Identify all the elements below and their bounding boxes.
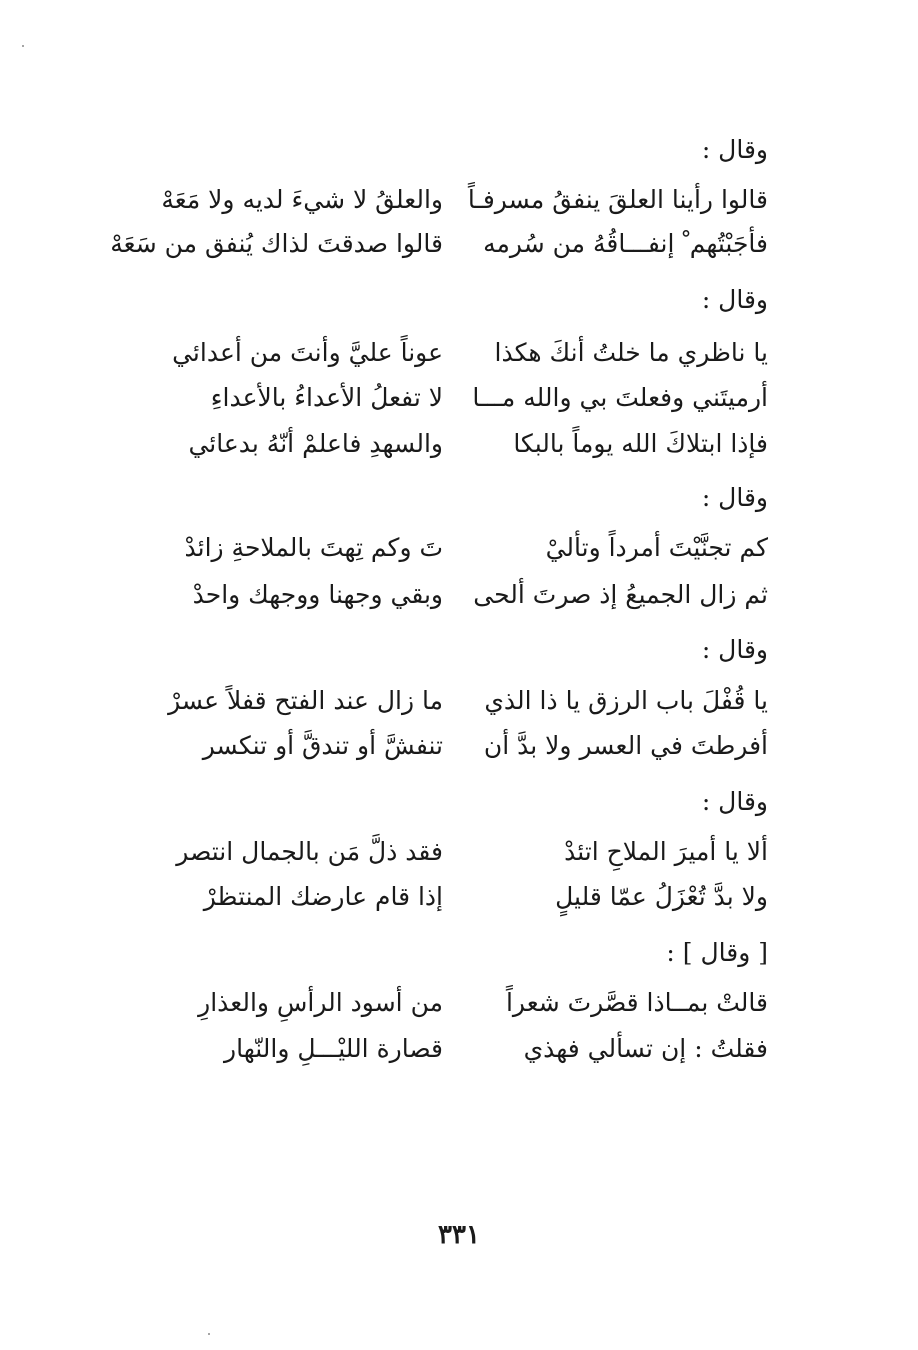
verse-second-hemistich: إذا قام عارضك المنتظرْ <box>203 882 443 911</box>
verse-first-hemistich: كم تجنَّيْتَ أمرداً وتأليْ <box>545 533 768 562</box>
verse-first-hemistich: ولا بدَّ تُعْزَلُ عمّا قليلٍ <box>555 882 768 911</box>
poem-intro: وقال : <box>701 135 768 164</box>
verse-second-hemistich: والعلقُ لا شيءَ لديه ولا مَعَهْ <box>161 185 443 214</box>
verse-second-hemistich: فقد ذلَّ مَن بالجمال انتصر <box>176 837 443 866</box>
verse-first-hemistich: ثم زال الجميعُ إذ صرتَ ألحى <box>473 580 768 609</box>
verse-first-hemistich: فأجَبْتُهم ْ إنفـــاقُهُ من سُرمه <box>483 229 768 258</box>
verse-first-hemistich: أرميتَني وفعلتَ بي والله مـــا <box>472 383 768 412</box>
verse-second-hemistich: تنفشَّ أو تندقَّ أو تنكسر <box>202 731 443 760</box>
verse-second-hemistich: تَ وكم تِهتَ بالملاحةِ زائدْ <box>184 533 443 562</box>
poem-intro: وقال : <box>701 285 768 314</box>
verse-first-hemistich: فإذا ابتلاكَ الله يوماً بالبكا <box>513 429 768 458</box>
verse-second-hemistich: عوناً عليَّ وأنتَ من أعدائي <box>172 338 443 367</box>
scan-speck <box>208 1333 210 1335</box>
verse-first-hemistich: فقلتُ : إن تسألي فهذي <box>523 1034 768 1063</box>
verse-second-hemistich: وبقي وجهنا ووجهك واحدْ <box>192 580 443 609</box>
poem-intro: وقال : <box>701 787 768 816</box>
verse-first-hemistich: يا ناظري ما خلتُ أنكَ هكذا <box>494 338 768 367</box>
verse-first-hemistich: أفرطتَ في العسر ولا بدَّ أن <box>483 731 768 760</box>
verse-first-hemistich: قالتْ بمــاذا قصَّرتَ شعراً <box>505 988 768 1017</box>
poem-intro: وقال : <box>701 635 768 664</box>
verse-second-hemistich: لا تفعلُ الأعداءُ بالأعداءِ <box>210 383 443 412</box>
poem-intro: وقال : <box>701 483 768 512</box>
verse-second-hemistich: والسهدِ فاعلمْ أنّهُ بدعائي <box>188 429 443 458</box>
verse-first-hemistich: ألا يا أميرَ الملاحِ اتئدْ <box>564 837 768 866</box>
page-number: ٣٣١ <box>438 1220 480 1250</box>
verse-second-hemistich: قصارة الليْـــلِ والنّهار <box>224 1034 443 1063</box>
verse-second-hemistich: ما زال عند الفتح قفلاً عسرْ <box>168 686 443 715</box>
verse-second-hemistich: من أسود الرأسِ والعذارِ <box>198 988 443 1017</box>
verse-second-hemistich: قالوا صدقتَ لذاك يُنفق من سَعَهْ <box>110 229 443 258</box>
poem-intro: [ وقال ] : <box>666 938 768 967</box>
scan-speck <box>22 45 24 47</box>
verse-first-hemistich: قالوا رأينا العلقَ ينفقُ مسرفـاً <box>467 185 768 214</box>
verse-first-hemistich: يا قُفْلَ باب الرزق يا ذا الذي <box>484 686 768 715</box>
